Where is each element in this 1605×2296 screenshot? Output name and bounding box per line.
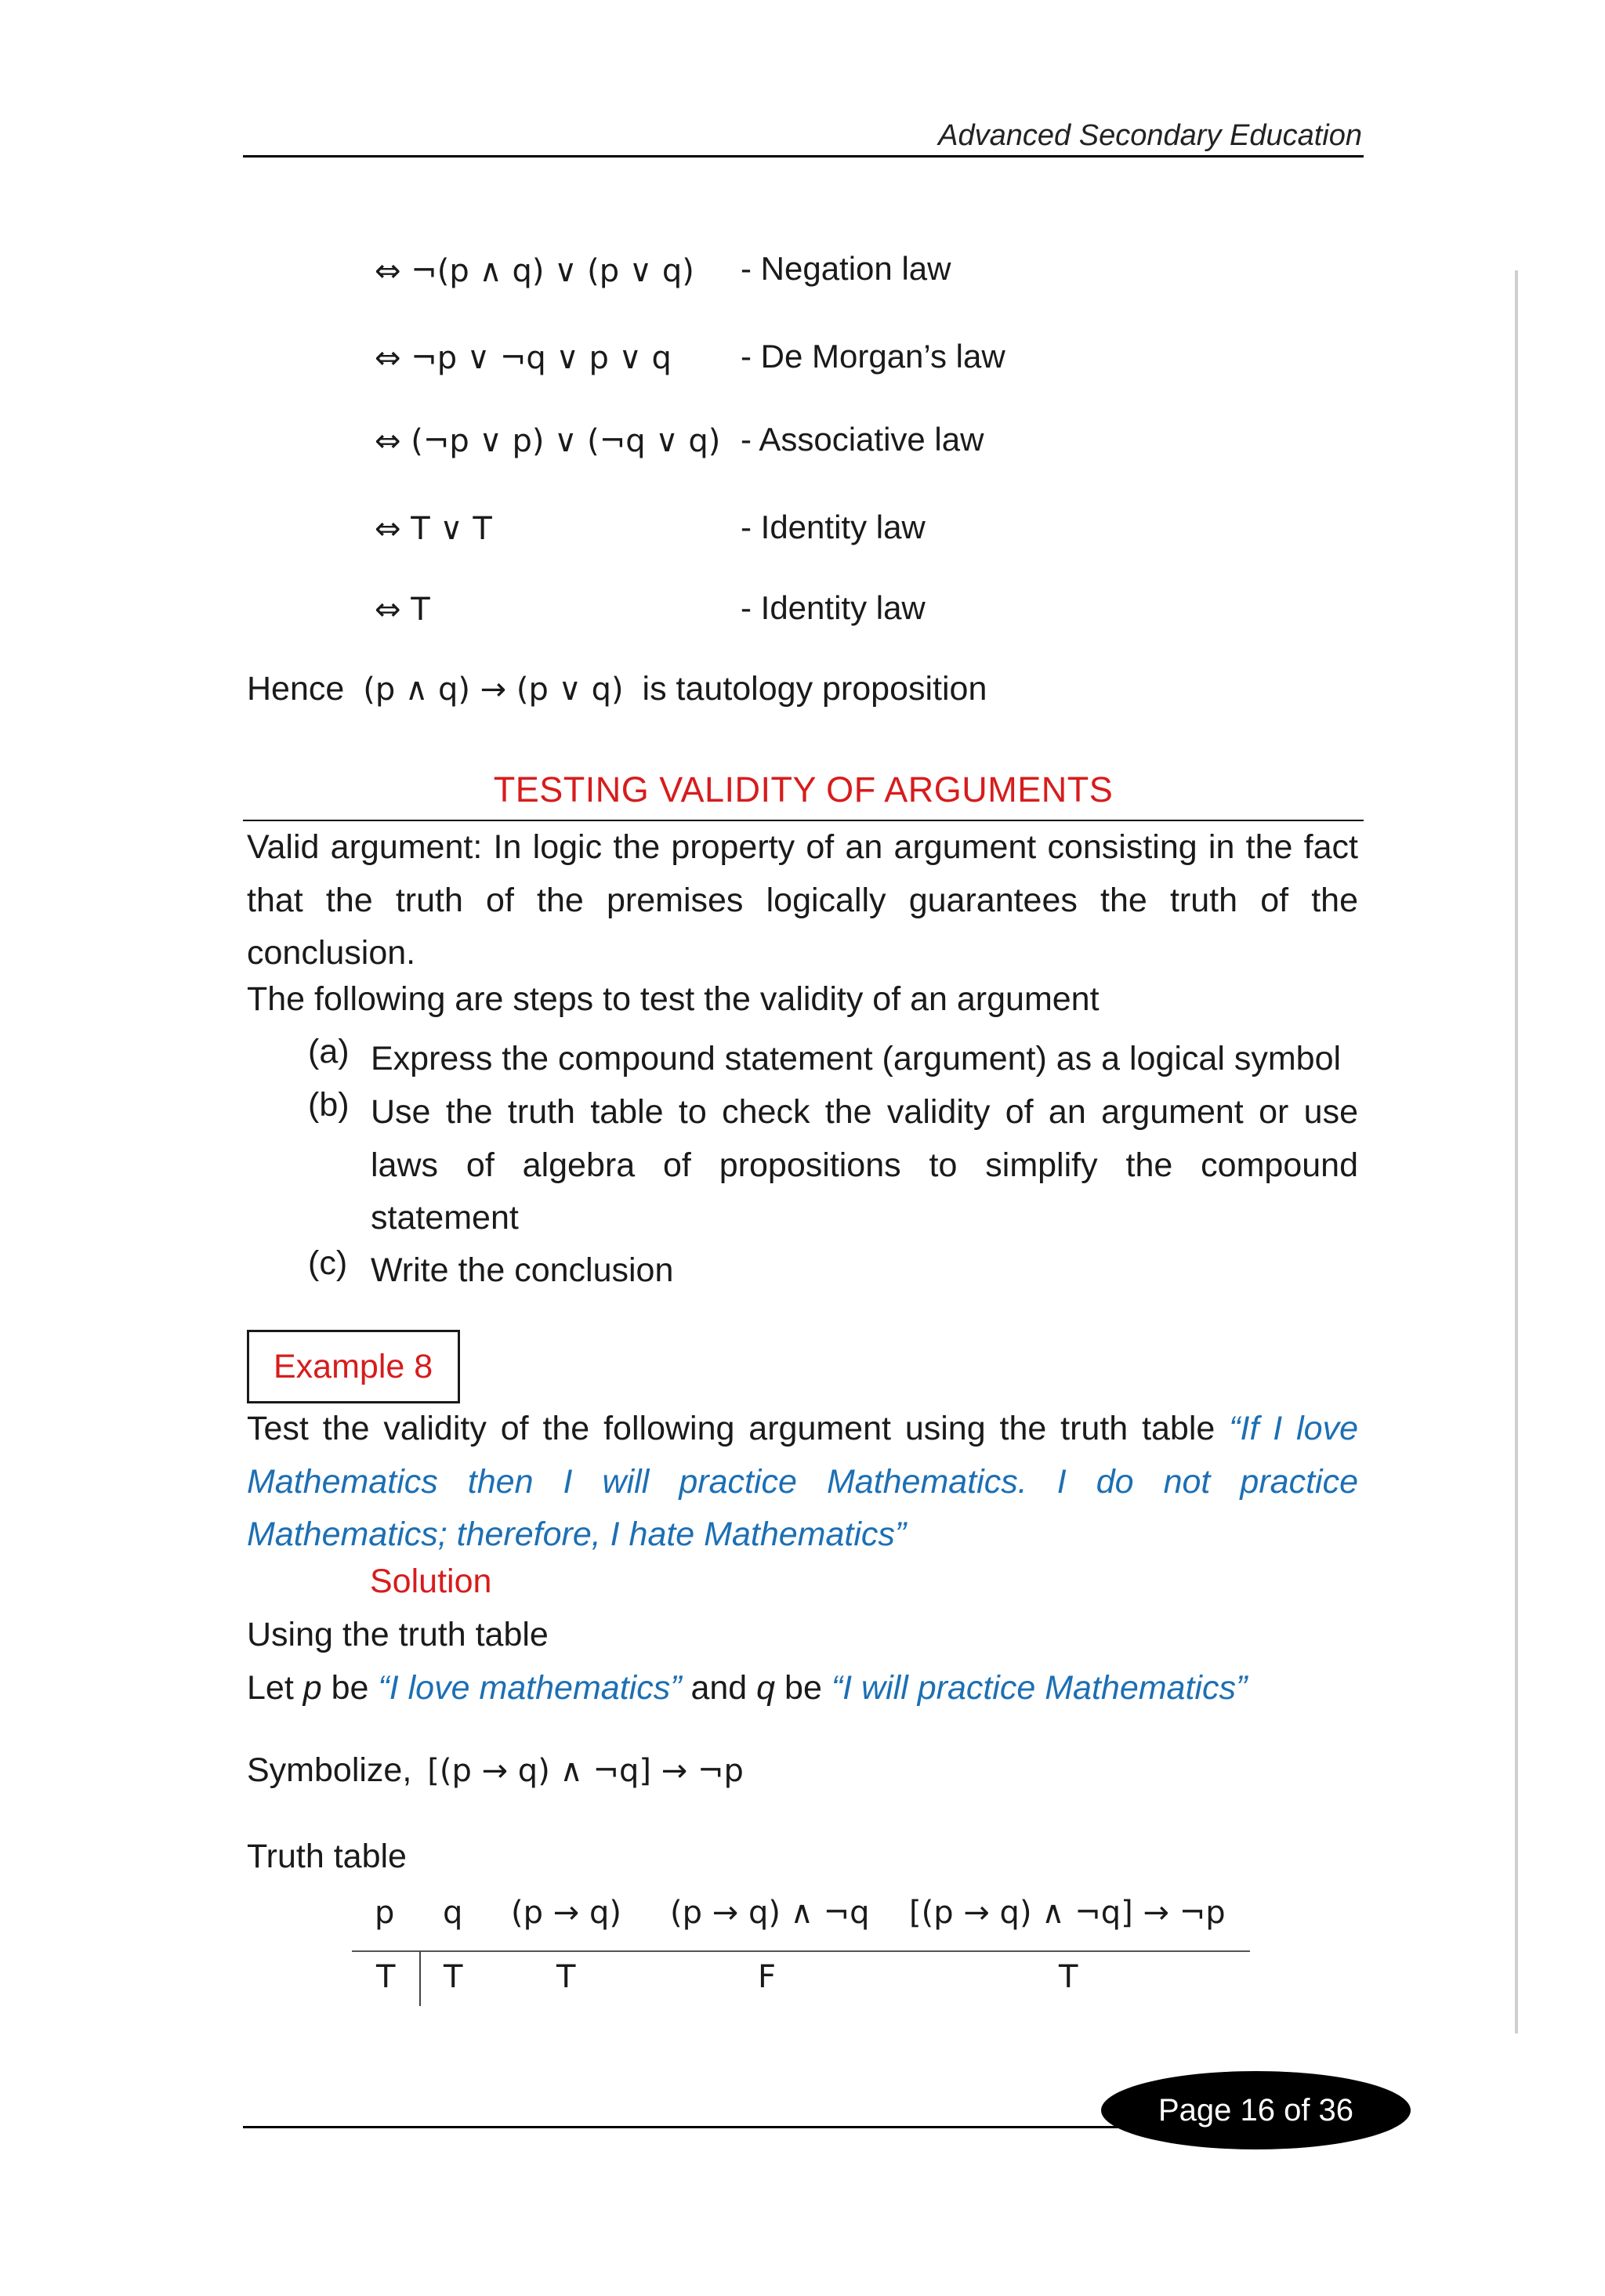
- symbolize-label: Symbolize,: [247, 1751, 412, 1789]
- derivation-law-1: - Negation law: [741, 250, 951, 287]
- tt-row1-q: T: [444, 1959, 463, 1995]
- let-q-quote: “I will practice Mathematics”: [831, 1669, 1248, 1707]
- derivation-expr-4: ⇔ T ∨ T: [375, 511, 492, 547]
- margin-bar: [1515, 270, 1518, 2033]
- derivation-law-5: - Identity law: [741, 589, 926, 626]
- step-label-b: (b): [308, 1086, 350, 1124]
- derivation-law-2: - De Morgan’s law: [741, 338, 1005, 375]
- hence-line: [247, 670, 987, 708]
- symbolize-line: [247, 1751, 744, 1790]
- derivation-expr-5: ⇔ T: [375, 592, 430, 628]
- let-t3: and: [690, 1669, 748, 1707]
- question-prefix: Test the validity of the following argument using the truth table: [247, 1410, 1216, 1447]
- let-t2: be: [331, 1669, 369, 1707]
- footer-rule: [243, 2126, 1136, 2128]
- derivation-law-3: - Associative law: [741, 421, 984, 458]
- header-rule: [243, 155, 1364, 158]
- let-t1: Let: [247, 1669, 294, 1707]
- let-t4: be: [784, 1669, 822, 1707]
- tt-header-q: q: [443, 1895, 463, 1931]
- hence-suffix: is tautology proposition: [642, 670, 987, 708]
- derivation-law-4: - Identity law: [741, 509, 926, 545]
- derivation-expr-1: ⇔ ¬(p ∧ q) ∨ (p ∨ q): [375, 253, 694, 289]
- page-number: Page 16 of 36: [1158, 2092, 1354, 2128]
- step-text-c: Write the conclusion: [371, 1251, 674, 1289]
- tt-header-p: p: [375, 1895, 395, 1931]
- hence-expr: (p ∧ q) → (p ∨ q): [363, 672, 624, 708]
- step-text-b: Use the truth table to check the validity of an argument or use laws of algebra of propositions to simplify the compound statement: [371, 1093, 1358, 1237]
- steps-intro: The following are steps to test the validity of an argument: [247, 980, 1100, 1018]
- tt-row1-p: T: [376, 1959, 396, 1995]
- truth-table-label: Truth table: [247, 1838, 407, 1875]
- let-q: q: [756, 1669, 776, 1707]
- let-line: [247, 1669, 1247, 1708]
- tt-header-argument: [(p → q) ∧ ¬q] → ¬p: [909, 1895, 1226, 1931]
- symbolize-expr: [(p → q) ∧ ¬q] → ¬p: [427, 1753, 744, 1789]
- running-header: Advanced Secondary Education: [938, 119, 1362, 152]
- let-p-quote: “I love mathematics”: [378, 1669, 682, 1707]
- derivation-expr-2: ⇔ ¬p ∨ ¬q ∨ p ∨ q: [375, 340, 672, 376]
- tt-row1-conjunction: F: [758, 1959, 777, 1995]
- definition-paragraph: Valid argument: In logic the property of an argument consisting in the fact that the truth of the premises logically guarantees the truth of the conclusion.: [247, 828, 1358, 972]
- example-label: Example 8: [274, 1348, 433, 1385]
- page-number-badge: [1101, 2071, 1411, 2149]
- method-line: Using the truth table: [247, 1616, 549, 1653]
- step-text-a: Express the compound statement (argument) as a logical symbol: [371, 1040, 1342, 1077]
- truth-table-rule: [352, 1950, 1250, 1952]
- tt-header-conjunction: (p → q) ∧ ¬q: [670, 1895, 870, 1931]
- question-quote: “If I love Mathematics then I will practice Mathematics. I do not practice Mathematics; therefore, I hate Mathematics”: [247, 1410, 1359, 1553]
- step-label-a: (a): [308, 1033, 350, 1070]
- tt-row1-implication: T: [556, 1959, 576, 1995]
- let-p: p: [303, 1669, 322, 1707]
- truth-table-column-divider: [419, 1951, 421, 2006]
- derivation-expr-3: ⇔ (¬p ∨ p) ∨ (¬q ∨ q): [375, 423, 721, 459]
- hence-prefix: Hence: [247, 670, 345, 708]
- example-question: [247, 1403, 1358, 1562]
- example-label-box: [247, 1330, 460, 1403]
- tt-header-implication: (p → q): [511, 1895, 621, 1931]
- tt-row1-argument: T: [1059, 1959, 1078, 1995]
- solution-label: Solution: [370, 1563, 492, 1600]
- step-label-c: (c): [308, 1244, 348, 1282]
- section-heading: TESTING VALIDITY OF ARGUMENTS: [493, 770, 1114, 809]
